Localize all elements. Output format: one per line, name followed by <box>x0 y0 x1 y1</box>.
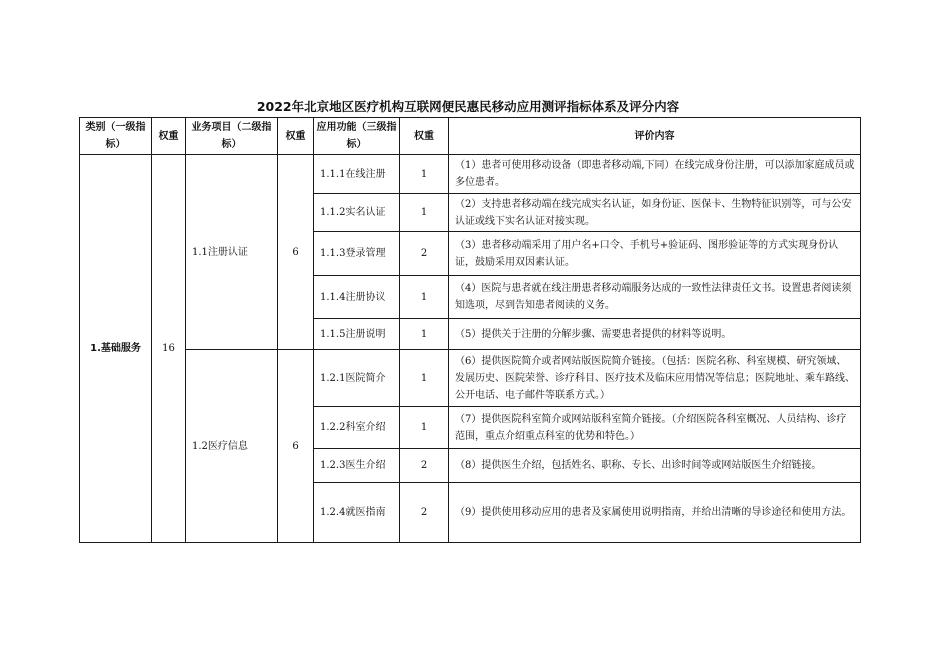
page-title: 2022年北京地区医疗机构互联网便民惠民移动应用测评指标体系及评分内容 <box>256 99 680 114</box>
content-cell: （4）医院与患者就在线注册患者移动端服务达成的一致性法律责任文书。设置患者阅读须知选项，尽到告知患者阅读的义务。 <box>449 276 861 319</box>
header-function: 应用功能（三级指标） <box>314 118 400 155</box>
content-cell: （3）患者移动端采用了用户名+口令、手机号+验证码、图形验证等的方式实现身份认证，鼓励采用双因素认证。 <box>449 232 861 276</box>
header-business: 业务项目（二级指标） <box>186 118 278 155</box>
header-row <box>80 118 861 155</box>
function-weight-cell: 1 <box>400 194 449 232</box>
function-cell: 1.2.1医院简介 <box>314 350 400 407</box>
content-cell: （9）提供使用移动应用的患者及家属使用说明指南，并给出清晰的导诊途径和使用方法。 <box>449 483 861 543</box>
function-weight-cell: 1 <box>400 350 449 407</box>
function-weight-cell: 2 <box>400 232 449 276</box>
content-cell: （7）提供医院科室简介或网站版科室简介链接。（介绍医院各科室概况、人员结构、诊疗范围，重点介绍重点科室的优势和特色。） <box>449 407 861 449</box>
content-cell: （1）患者可使用移动设备（即患者移动端,下同）在线完成身份注册，可以添加家庭成员或多位患者。 <box>449 155 861 194</box>
header-category: 类别（一级指标） <box>80 118 152 155</box>
category-weight-cell: 16 <box>152 155 186 543</box>
table-row <box>80 350 861 407</box>
function-weight-cell: 2 <box>400 449 449 483</box>
content-cell: （2）支持患者移动端在线完成实名认证，如身份证、医保卡、生物特征识别等，可与公安认证或线下实名认证对接实现。 <box>449 194 861 232</box>
function-weight-cell: 2 <box>400 483 449 543</box>
function-cell: 1.2.2科室介绍 <box>314 407 400 449</box>
function-cell: 1.2.4就医指南 <box>314 483 400 543</box>
header-weight-1: 权重 <box>152 118 186 155</box>
function-cell: 1.1.4注册协议 <box>314 276 400 319</box>
header-content: 评价内容 <box>449 118 861 155</box>
evaluation-table <box>79 117 861 543</box>
table-row <box>80 155 861 194</box>
business-weight-cell: 6 <box>278 350 314 543</box>
function-cell: 1.1.1在线注册 <box>314 155 400 194</box>
header-weight-2: 权重 <box>278 118 314 155</box>
function-weight-cell: 1 <box>400 407 449 449</box>
function-cell: 1.1.5注册说明 <box>314 319 400 350</box>
header-weight-3: 权重 <box>400 118 449 155</box>
content-cell: （8）提供医生介绍，包括姓名、职称、专长、出诊时间等或网站版医生介绍链接。 <box>449 449 861 483</box>
function-weight-cell: 1 <box>400 155 449 194</box>
function-weight-cell: 1 <box>400 276 449 319</box>
content-cell: （6）提供医院简介或者网站版医院简介链接。（包括：医院名称、科室规模、研究领域、发展历史、医院荣誉、诊疗科目、医疗技术及临床应用情况等信息；医院地址、乘车路线、公开电话、电子邮件等联系方式。） <box>449 350 861 407</box>
business-cell: 1.2医疗信息 <box>186 350 278 543</box>
function-cell: 1.2.3医生介绍 <box>314 449 400 483</box>
content-cell: （5）提供关于注册的分解步骤、需要患者提供的材料等说明。 <box>449 319 861 350</box>
function-weight-cell: 1 <box>400 319 449 350</box>
function-cell: 1.1.3登录管理 <box>314 232 400 276</box>
business-weight-cell: 6 <box>278 155 314 350</box>
category-cell: 1.基础服务 <box>80 155 152 543</box>
business-cell: 1.1注册认证 <box>186 155 278 350</box>
function-cell: 1.1.2实名认证 <box>314 194 400 232</box>
